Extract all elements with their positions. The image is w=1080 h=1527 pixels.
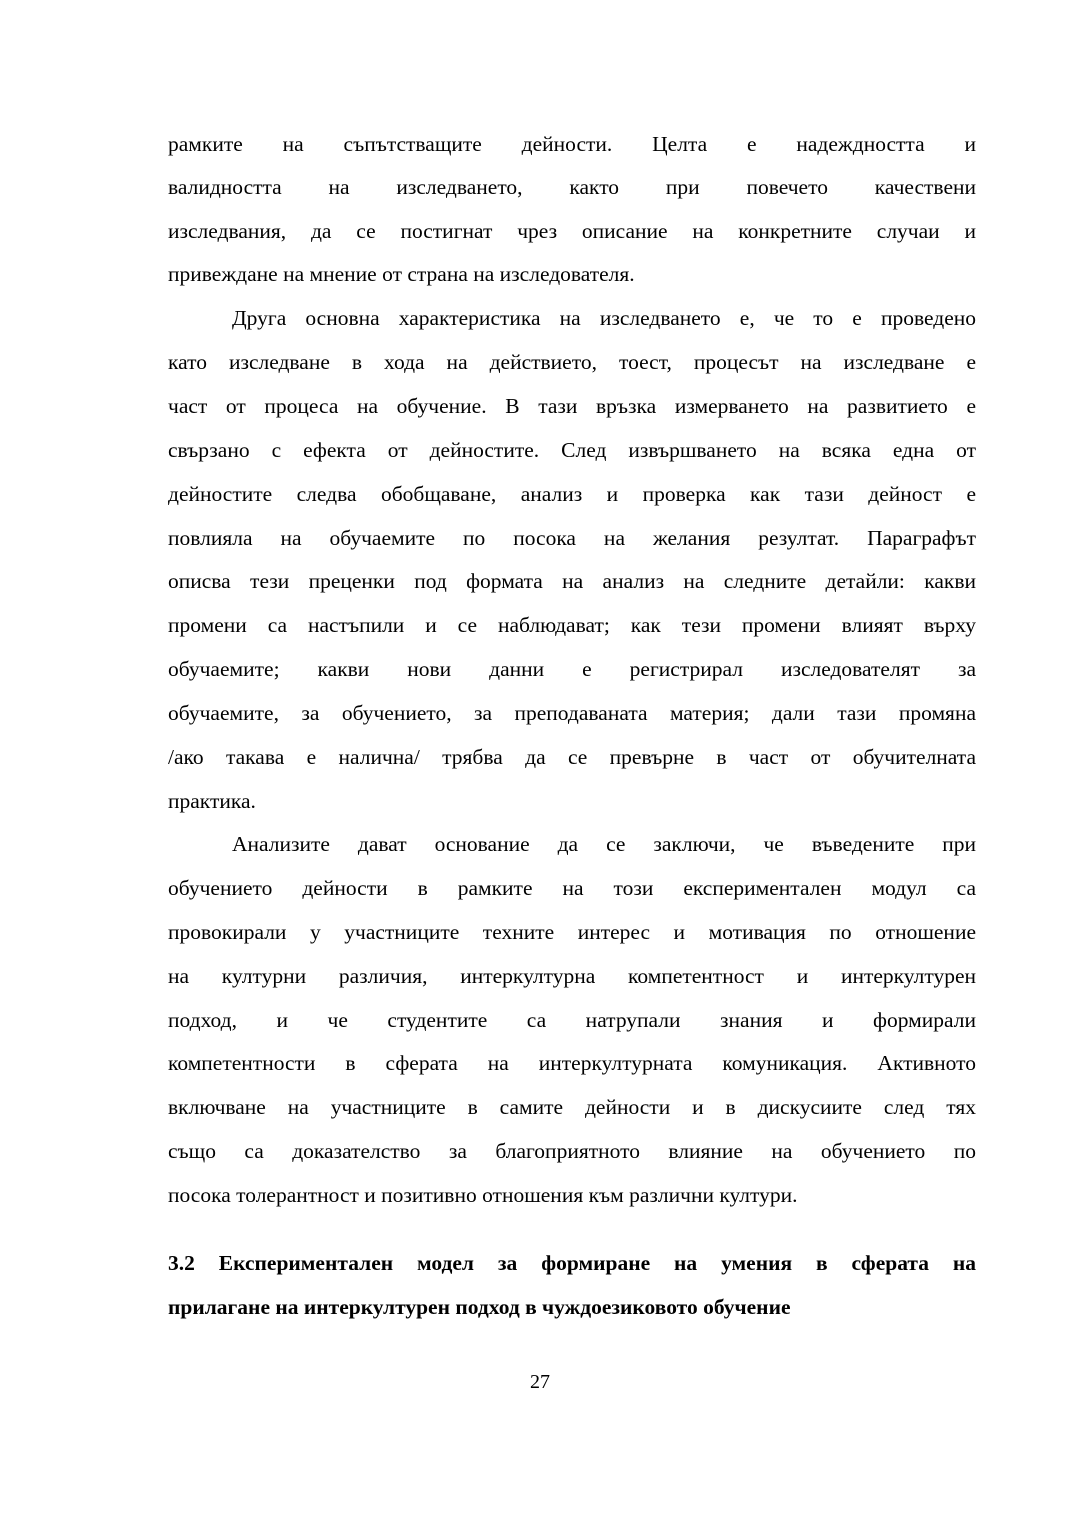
paragraph-3-line: Анализите дават основание да се заключи, че въведените при bbox=[232, 832, 976, 856]
paragraph-3-line: компетентности в сферата на интеркултурната комуникация. Активното bbox=[168, 1051, 976, 1075]
paragraph-2-line: Друга основна характеристика на изследването е, че то е проведено bbox=[232, 306, 976, 330]
paragraph-2-line: описва тези преценки под формата на анализ на следните детайли: какви bbox=[168, 569, 976, 593]
paragraph-1-line: валидността на изследването, както при повечето качествени bbox=[168, 175, 976, 199]
paragraph-2-line: като изследване в хода на действието, тоест, процесът на изследване е bbox=[168, 350, 976, 374]
section-heading-line: прилагане на интеркултурен подход в чуждоезиковото обучение bbox=[168, 1295, 791, 1319]
paragraph-2-line: дейностите следва обобщаване, анализ и проверка как тази дейност е bbox=[168, 482, 976, 506]
page-number: 27 bbox=[530, 1371, 550, 1393]
paragraph-3-line: на културни различия, интеркултурна компетентност и интеркултурен bbox=[168, 964, 976, 988]
paragraph-2-line: обучаемите; какви нови данни е регистрирал изследователят за bbox=[168, 657, 976, 681]
paragraph-2-line: промени са настъпили и се наблюдават; как тези промени влияят върху bbox=[168, 613, 976, 637]
paragraph-2-line: част от процеса на обучение. В тази връзка измерването на развитието е bbox=[168, 394, 976, 418]
paragraph-2-line: свързано с ефекта от дейностите. След извършването на всяка една от bbox=[168, 438, 976, 462]
paragraph-1-line: рамките на съпътстващите дейности. Целта е надеждността и bbox=[168, 132, 976, 156]
paragraph-2-line: /ако такава е налична/ трябва да се превърне в част от обучителната bbox=[168, 745, 976, 769]
paragraph-2-line: обучаемите, за обучението, за преподаваната материя; дали тази промяна bbox=[168, 701, 976, 725]
paragraph-2-line: повлияла на обучаемите по посока на желания резултат. Параграфът bbox=[168, 526, 976, 550]
paragraph-3-line: включване на участниците в самите дейности и в дискусиите след тях bbox=[168, 1095, 976, 1119]
paragraph-3-line: посока толерантност и позитивно отношения към различни култури. bbox=[168, 1183, 798, 1207]
paragraph-3-line: обучението дейности в рамките на този експериментален модул са bbox=[168, 876, 976, 900]
paragraph-3-line: подход, и че студентите са натрупали знания и формирали bbox=[168, 1008, 976, 1032]
paragraph-3-line: също са доказателство за благоприятното влияние на обучението по bbox=[168, 1139, 976, 1163]
paragraph-2-line: практика. bbox=[168, 789, 256, 813]
section-heading-line: 3.2 Експериментален модел за формиране на умения в сферата на bbox=[168, 1251, 976, 1275]
paragraph-1-line: привеждане на мнение от страна на изследователя. bbox=[168, 262, 635, 286]
paragraph-3-line: провокирали у участниците техните интерес и мотивация по отношение bbox=[168, 920, 976, 944]
paragraph-1-line: изследвания, да се постигнат чрез описание на конкретните случаи и bbox=[168, 219, 976, 243]
